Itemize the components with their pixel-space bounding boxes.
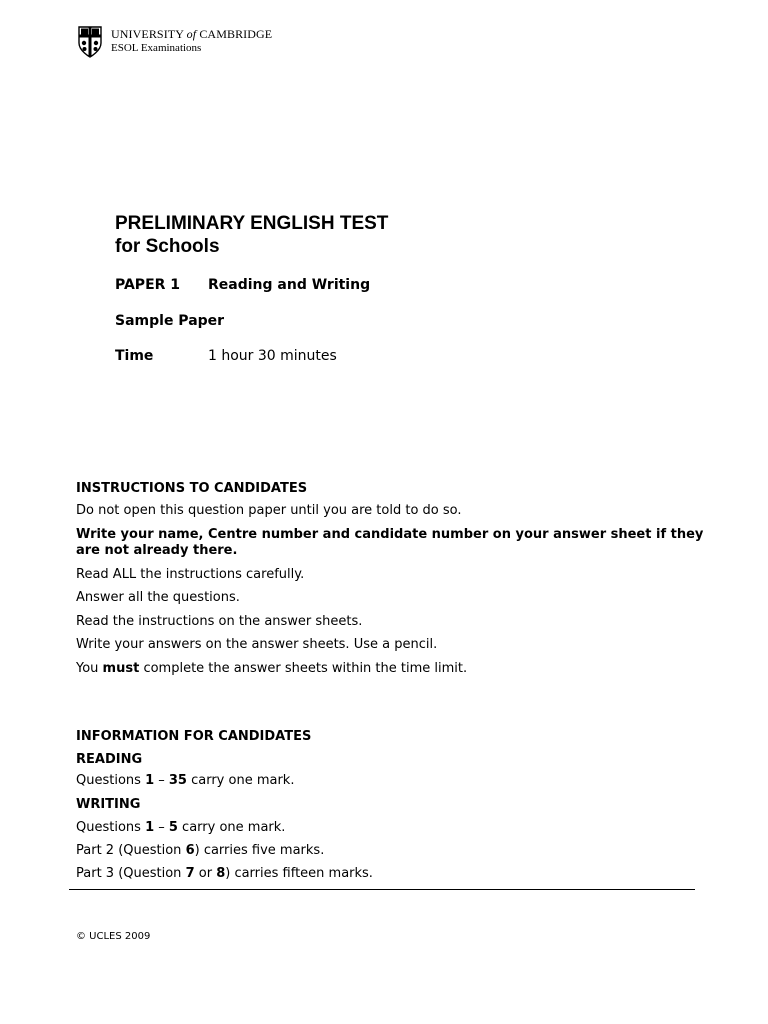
university-crest-icon [78,26,102,58]
sample-paper-label: Sample Paper [115,313,225,329]
instruction-line: You must complete the answer sheets within the time limit. [76,661,468,676]
instruction-line: Answer all the questions. [76,590,240,605]
paper-value: Reading and Writing [208,277,371,293]
instruction-line: Write your name, Centre number and candidate number on your answer sheet if they are not already there. [76,527,704,558]
time-label: Time [115,348,154,364]
divider-line [69,889,695,890]
instruction-line: Read ALL the instructions carefully. [76,567,305,582]
reading-heading: READING [76,752,143,767]
writing-marks-part2: Part 2 (Question 6) carries five marks. [76,843,325,858]
org-name: UNIVERSITY of CAMBRIDGE [111,27,273,41]
instruction-line: Write your answers on the answer sheets. Use a pencil. [76,637,438,652]
instructions-heading: INSTRUCTIONS TO CANDIDATES [76,481,308,496]
instruction-line: Do not open this question paper until you are told to do so. [76,503,462,518]
page-subtitle: for Schools [115,236,220,257]
writing-heading: WRITING [76,797,141,812]
time-value: 1 hour 30 minutes [208,348,337,364]
information-heading: INFORMATION FOR CANDIDATES [76,729,312,744]
instruction-line: Read the instructions on the answer sheets. [76,614,363,629]
paper-label: PAPER 1 [115,277,181,293]
copyright-notice: © UCLES 2009 [76,931,151,942]
org-subname: ESOL Examinations [111,42,202,54]
writing-marks-part3: Part 3 (Question 7 or 8) carries fifteen marks. [76,866,373,881]
writing-marks-part1: Questions 1 – 5 carry one mark. [76,820,286,835]
page-title: PRELIMINARY ENGLISH TEST [115,213,389,234]
reading-marks: Questions 1 – 35 carry one mark. [76,773,295,788]
